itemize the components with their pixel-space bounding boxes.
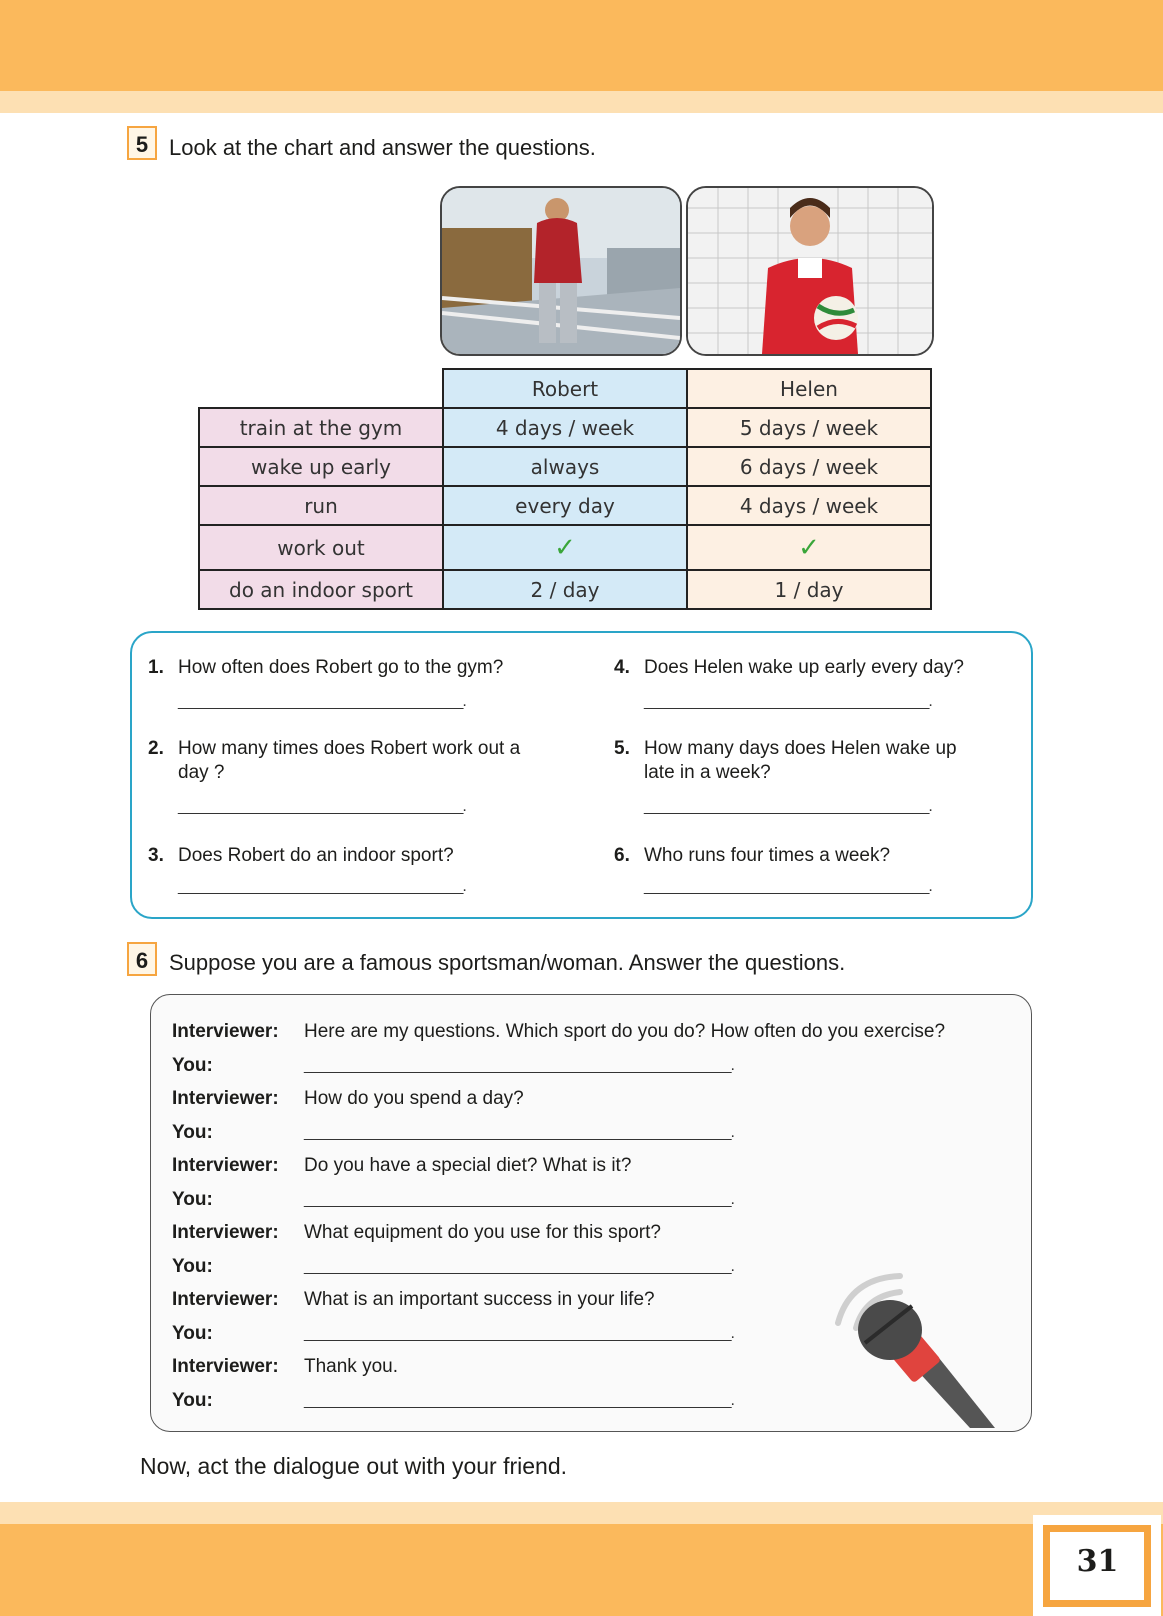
- top-strip: [0, 91, 1163, 113]
- interviewer-question: What is an important success in your life?: [304, 1289, 655, 1310]
- question-number: 5.: [614, 738, 630, 759]
- chart-row-label: wake up early: [199, 447, 443, 486]
- bottom-band: [0, 1524, 1163, 1616]
- chart-header-row: [199, 369, 931, 408]
- chart-cell-robert: every day: [443, 486, 687, 525]
- you-label: You:: [172, 1256, 213, 1277]
- chart-cell-helen: 5 days / week: [687, 408, 931, 447]
- answer-line-1[interactable]: ____________________________________.: [178, 693, 466, 710]
- you-answer-line[interactable]: ______________________________________________________.: [304, 1124, 734, 1141]
- chart-row: [199, 486, 931, 525]
- page-number: 31: [1076, 1544, 1119, 1579]
- activity-chart: [198, 368, 932, 610]
- you-label: You:: [172, 1390, 213, 1411]
- question-text: How many days does Helen wake up late in a week?: [644, 738, 957, 783]
- exercise-5-number: 5: [127, 126, 157, 160]
- answer-line-6[interactable]: ____________________________________.: [644, 878, 932, 895]
- chart-row: [199, 525, 931, 570]
- interviewer-label: Interviewer:: [172, 1289, 279, 1310]
- you-answer-line[interactable]: ______________________________________________________.: [304, 1258, 734, 1275]
- page-number-box: [1033, 1515, 1161, 1616]
- chart-cell-helen: 1 / day: [687, 570, 931, 609]
- woman-volleyball-icon: [688, 188, 932, 354]
- you-label: You:: [172, 1055, 213, 1076]
- chart-row: [199, 447, 931, 486]
- page-number-frame: [1043, 1525, 1151, 1607]
- exercise-5-title: Look at the chart and answer the questions.: [169, 135, 596, 160]
- interviewer-label: Interviewer:: [172, 1222, 279, 1243]
- chart-header-helen: Helen: [687, 369, 931, 408]
- chart-row: [199, 570, 931, 609]
- helen-photo: [686, 186, 934, 356]
- microphone-icon: [820, 1268, 1000, 1433]
- interviewer-label: Interviewer:: [172, 1021, 279, 1042]
- question-number: 6.: [614, 845, 630, 866]
- interviewer-label: Interviewer:: [172, 1356, 279, 1377]
- chart-row: [199, 408, 931, 447]
- chart-row-label: train at the gym: [199, 408, 443, 447]
- you-answer-line[interactable]: ______________________________________________________.: [304, 1057, 734, 1074]
- answer-line-2[interactable]: ____________________________________.: [178, 798, 466, 815]
- question-number: 2.: [148, 738, 164, 759]
- question-text: Does Robert do an indoor sport?: [178, 845, 454, 866]
- you-label: You:: [172, 1323, 213, 1344]
- you-label: You:: [172, 1122, 213, 1143]
- chart-row-label: work out: [199, 525, 443, 570]
- question-text: How many times does Robert work out a day ?: [178, 738, 521, 783]
- exercise-6-title: Suppose you are a famous sportsman/woman. Answer the questions.: [169, 950, 846, 975]
- interviewer-question: Here are my questions. Which sport do you do? How often do you exercise?: [304, 1021, 946, 1042]
- bottom-strip: [0, 1502, 1163, 1524]
- chart-cell-robert: always: [443, 447, 687, 486]
- question-text: Does Helen wake up early every day?: [644, 657, 965, 678]
- chart-cell-helen: 4 days / week: [687, 486, 931, 525]
- interviewer-label: Interviewer:: [172, 1088, 279, 1109]
- robert-photo: [440, 186, 682, 356]
- chart-cell-robert: 4 days / week: [443, 408, 687, 447]
- you-label: You:: [172, 1189, 213, 1210]
- final-instruction: Now, act the dialogue out with your friend.: [140, 1453, 568, 1479]
- exercise-6-number: 6: [127, 942, 157, 976]
- question-number: 3.: [148, 845, 164, 866]
- chart-row-label: do an indoor sport: [199, 570, 443, 609]
- interviewer-question: What equipment do you use for this sport?: [304, 1222, 661, 1243]
- interviewer-label: Interviewer:: [172, 1155, 279, 1176]
- top-band: [0, 0, 1163, 91]
- chart-cell-helen: 6 days / week: [687, 447, 931, 486]
- question-text: Who runs four times a week?: [644, 845, 891, 866]
- man-running-icon: [442, 188, 680, 354]
- chart-corner: [199, 369, 443, 408]
- answer-line-4[interactable]: ____________________________________.: [644, 693, 932, 710]
- chart-header-robert: Robert: [443, 369, 687, 408]
- interviewer-question: How do you spend a day?: [304, 1088, 524, 1109]
- you-answer-line[interactable]: ______________________________________________________.: [304, 1325, 734, 1342]
- chart-cell-robert: 2 / day: [443, 570, 687, 609]
- you-answer-line[interactable]: ______________________________________________________.: [304, 1392, 734, 1409]
- answer-line-3[interactable]: ____________________________________.: [178, 878, 466, 895]
- question-text: How often does Robert go to the gym?: [178, 657, 504, 678]
- checkmark-icon: ✓: [687, 525, 931, 570]
- question-number: 1.: [148, 657, 164, 678]
- checkmark-icon: ✓: [443, 525, 687, 570]
- interviewer-question: Do you have a special diet? What is it?: [304, 1155, 632, 1176]
- question-number: 4.: [614, 657, 630, 678]
- answer-line-5[interactable]: ____________________________________.: [644, 798, 932, 815]
- chart-row-label: run: [199, 486, 443, 525]
- you-answer-line[interactable]: ______________________________________________________.: [304, 1191, 734, 1208]
- interviewer-question: Thank you.: [304, 1356, 398, 1377]
